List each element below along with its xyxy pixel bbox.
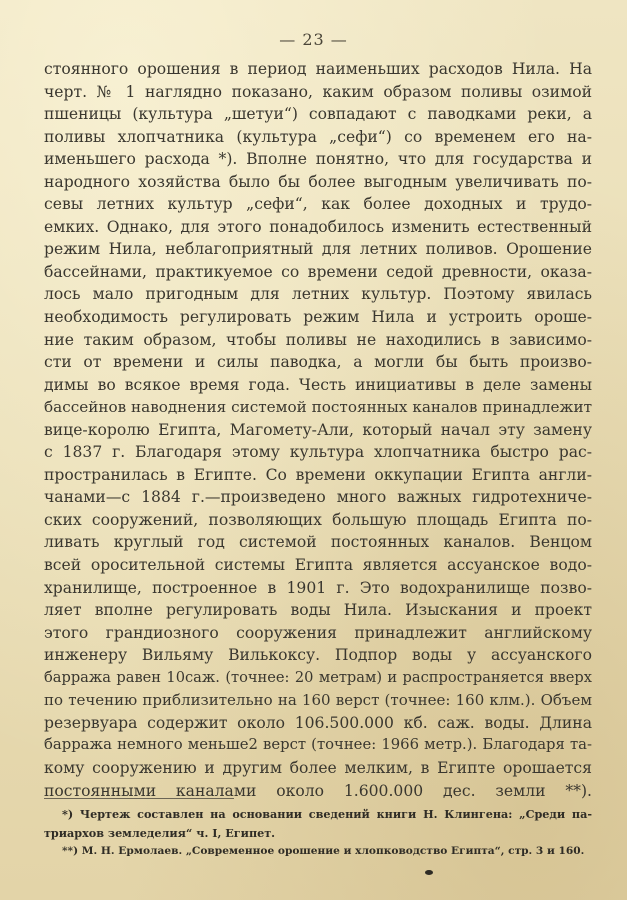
text-line: необходимость регулировать режим Нила и устроить ороше- xyxy=(44,308,592,327)
text-line: хранилище, построенное в 1901 г. Это водохранилище позво- xyxy=(44,578,592,597)
text-line: ние таким образом, чтобы поливы не находились в зависимо- xyxy=(44,330,592,349)
page-number: — 23 — xyxy=(279,30,348,49)
body-text xyxy=(44,58,592,802)
footnote: **) М. Н. Ермолаев. „Современное орошение и хлопководство Египта“, стр. 3 и 160. xyxy=(62,845,585,857)
text-line: емких. Однако, для этого понадобилось изменить естественный xyxy=(44,217,592,236)
text-line: барража равен 10саж. (точнее: 20 метрам) и распространяется вверх xyxy=(44,668,592,686)
text-line: по течению приблизительно на 160 верст (точнее: 160 клм.). Объем xyxy=(44,691,592,710)
text-line: ливать круглый год системой постоянных каналов. Венцом xyxy=(44,533,592,552)
text-line: стоянного орошения в период наименьших расходов Нила. На xyxy=(44,60,592,78)
text-line: поливы хлопчатника (культура „сефи“) со временем его на- xyxy=(44,127,592,146)
text-line: бассейнами, практикуемое со времени седой древности, оказа- xyxy=(44,262,592,281)
text-line: черт. № 1 наглядно показано, каким образом поливы озимой xyxy=(44,82,592,101)
text-line: с 1837 г. Благодаря этому культура хлопчатника быстро рас- xyxy=(44,443,592,462)
text-line: этого грандиозного сооружения принадлежит английскому xyxy=(44,623,592,642)
text-line: чанами—с 1884 г.—произведено много важных гидротехниче- xyxy=(44,488,592,507)
text-line: резервуара содержит около 106.500.000 кб. саж. воды. Длина xyxy=(44,713,592,732)
text-line: постоянными каналами около 1.600.000 дес. земли **). xyxy=(44,781,592,800)
text-line: димы во всякое время года. Честь инициативы в деле замены xyxy=(44,375,592,394)
text-line: ских сооружений, позволяющих большую площадь Египта по- xyxy=(44,510,592,529)
text-line: пшеницы (культура „шетуи“) совпадают с паводками реки, а xyxy=(44,105,592,124)
text-line: барража немного меньше2 верст (точнее: 1966 метр.). Благодаря та- xyxy=(44,736,592,754)
text-line: инженеру Вильяму Вилькоксу. Подпор воды у ассуанского xyxy=(44,646,592,665)
text-line: бассейнов наводнения системой постоянных каналов принадлежит xyxy=(44,398,592,417)
text-line: режим Нила, неблагоприятный для летних поливов. Орошение xyxy=(44,240,592,259)
text-line: именьшего расхода *). Вполне понятно, что для государства и xyxy=(44,150,592,169)
text-line: народного хозяйства было бы более выгодным увеличивать по- xyxy=(44,172,592,191)
text-line: лось мало пригодным для летних культур. Поэтому явилась xyxy=(44,285,592,304)
text-line: вице-королю Египта, Магомету-Али, который начал эту замену xyxy=(44,420,592,439)
text-line: всей оросительной системы Египта является ассуанское водо- xyxy=(44,556,592,575)
footnotes xyxy=(44,805,592,861)
ink-spot xyxy=(425,870,433,875)
text-line: пространилась в Египте. Со времени оккупации Египта англи- xyxy=(44,465,592,484)
footnote: *) Чертеж составлен на основании сведений книги Н. Клингена: „Среди па- xyxy=(62,807,592,821)
text-line: ляет вполне регулировать воды Нила. Изыскания и проект xyxy=(44,601,592,620)
text-line: кому сооружению и другим более мелким, в Египте орошается xyxy=(44,758,592,777)
text-line: сти от времени и силы паводка, а могли бы быть произво- xyxy=(44,353,592,372)
footnote-divider xyxy=(44,798,234,799)
text-line: севы летних культур „сефи“, как более доходных и трудо- xyxy=(44,195,592,214)
footnote: триархов земледелия“ ч. I, Египет. xyxy=(44,825,276,840)
